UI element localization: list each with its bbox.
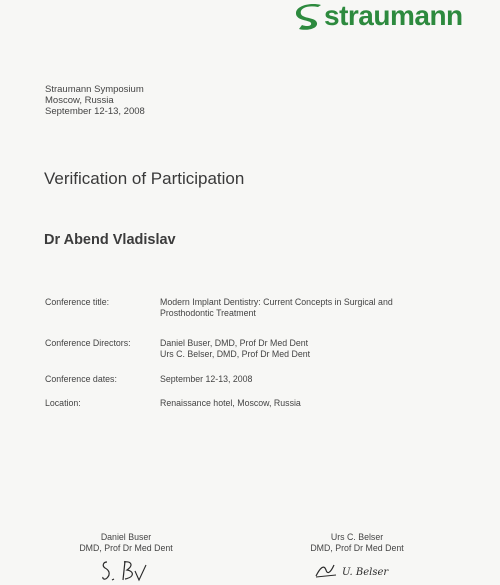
brand-name: straumann [324, 0, 463, 31]
signatory-name: Daniel Buser [100, 532, 152, 542]
conference-title-line: Modern Implant Dentistry: Current Concepts in Surgical and [160, 297, 393, 307]
signatory-title: DMD, Prof Dr Med Dent [310, 543, 404, 553]
location-value [160, 398, 480, 409]
signature-block-left [46, 532, 206, 554]
location-label: Location: [45, 398, 81, 408]
conference-dates-value [160, 374, 480, 385]
director-name: Urs C. Belser, DMD, Prof Dr Med Dent [160, 349, 311, 359]
conference-dates-label: Conference dates: [45, 374, 117, 384]
conference-directors-value [160, 338, 480, 360]
signature-scrawl-right [312, 556, 392, 582]
straumann-logo-icon [296, 4, 322, 32]
participant-name: Dr Abend Vladislav [44, 232, 176, 248]
symposium-city: Moscow, Russia [45, 95, 114, 106]
conference-title-label: Conference title: [45, 297, 110, 307]
symposium-info [45, 84, 145, 117]
signature-text-right: U. Belser [342, 567, 389, 578]
straumann-logo [296, 2, 500, 34]
signature-scrawl-left [98, 556, 162, 585]
signature-block-right [277, 532, 437, 554]
signatory-name: Urs C. Belser [330, 532, 384, 542]
symposium-date: September 12-13, 2008 [45, 106, 145, 117]
conference-title-value [160, 297, 480, 319]
conference-dates-text: September 12-13, 2008 [160, 374, 253, 384]
conference-title-line: Prosthodontic Treatment [160, 308, 256, 318]
page-title: Verification of Participation [44, 169, 245, 188]
location-text: Renaissance hotel, Moscow, Russia [160, 398, 301, 408]
signatory-title: DMD, Prof Dr Med Dent [79, 543, 173, 553]
symposium-name: Straumann Symposium [45, 84, 144, 95]
director-name: Daniel Buser, DMD, Prof Dr Med Dent [160, 338, 309, 348]
conference-directors-label: Conference Directors: [45, 338, 131, 348]
